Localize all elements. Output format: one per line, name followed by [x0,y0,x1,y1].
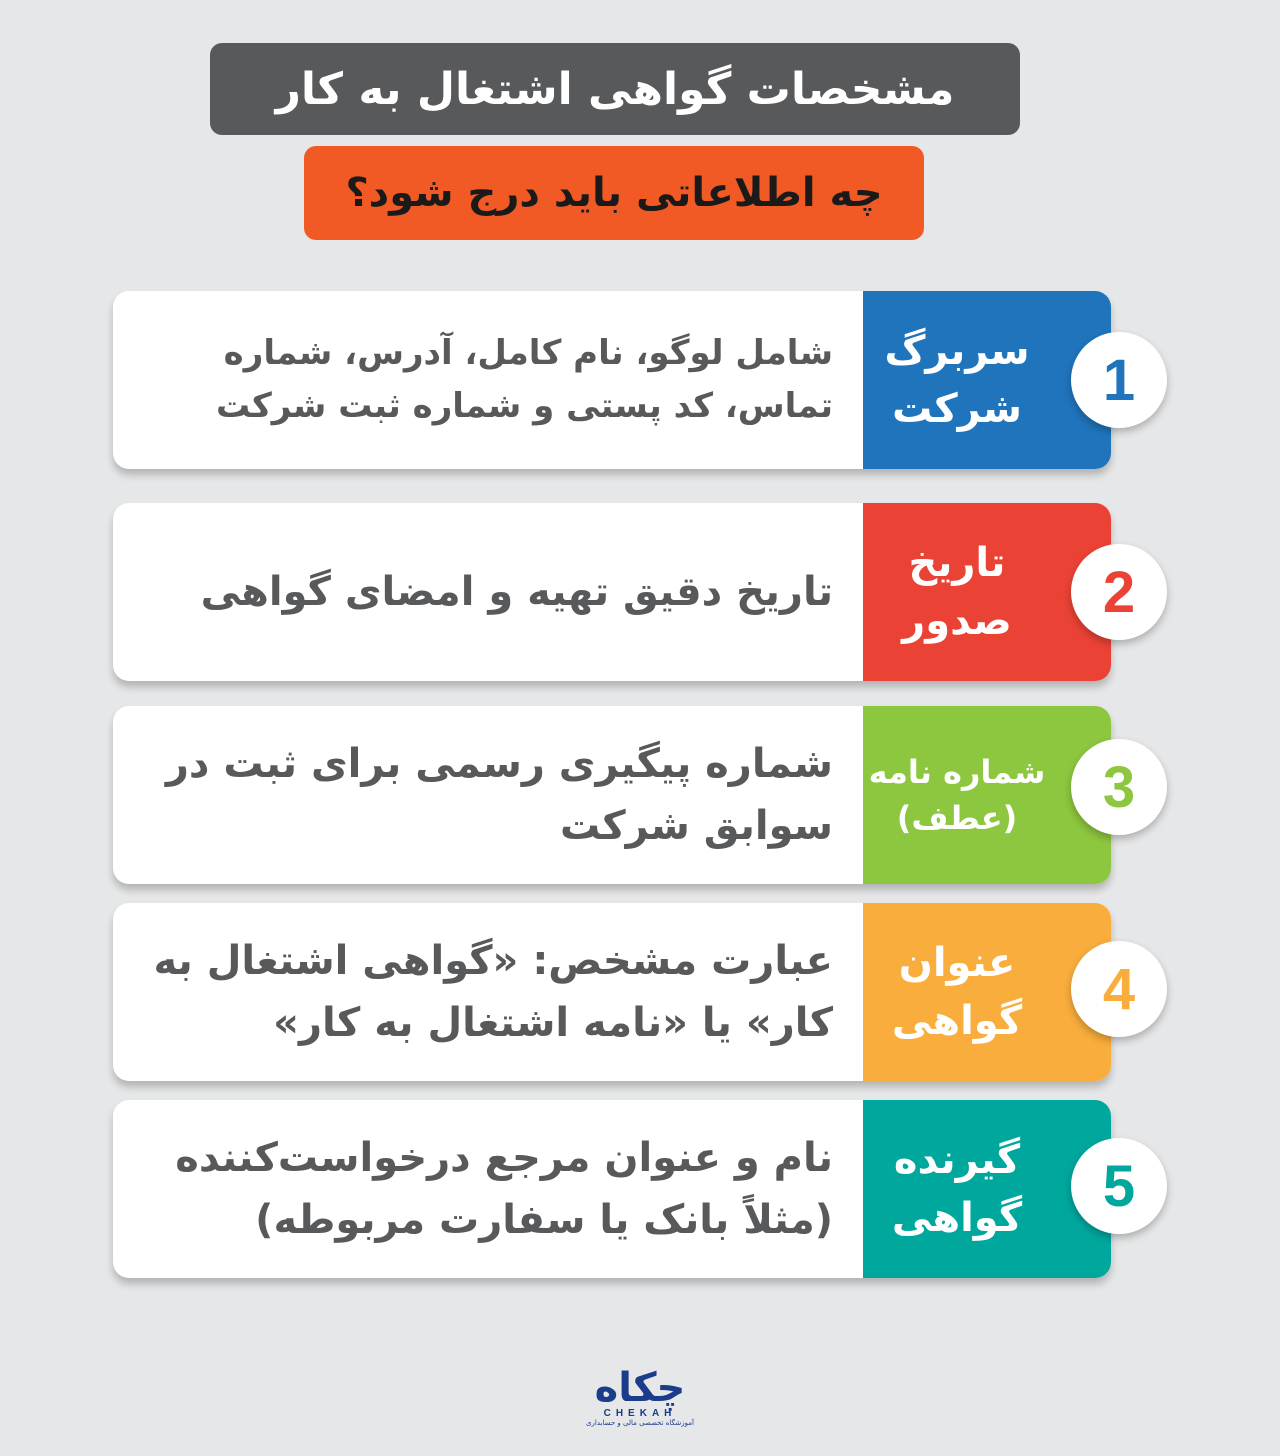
item-number-1: 1 [1071,332,1167,428]
item-label-line1: تاریخ [908,540,1006,586]
item-label-line2: شرکت [892,386,1022,432]
item-label-line2: گواهی [891,998,1023,1044]
item-card-3 [113,706,1111,884]
item-card-5 [113,1100,1111,1278]
item-label-line1: گیرنده [893,1137,1021,1183]
logo-tagline: آموزشگاه تخصصی مالی و حسابداری [586,1419,694,1427]
item-label-line1: شماره نامه [868,752,1046,791]
item-number-5: 5 [1071,1138,1167,1234]
item-card-2 [113,503,1111,681]
item-number-2: 2 [1071,544,1167,640]
item-label-line2: گواهی [891,1195,1023,1241]
item-label-line1: عنوان [898,940,1016,986]
item-description-5: نام و عنوان مرجع درخواست‌کننده (مثلاً بانک یا سفارت مربوطه) [175,1135,833,1243]
page-title: مشخصات گواهی اشتغال به کار [210,43,1020,135]
page-subtitle: چه اطلاعاتی باید درج شود؟ [304,146,924,240]
item-description-3: شماره پیگیری رسمی برای ثبت در سوابق شرکت [165,741,833,849]
item-description-1: شامل لوگو، نام کامل، آدرس، شماره تماس، کد پستی و شماره ثبت شرکت [216,333,833,426]
item-label-line2: (عطف) [896,799,1018,837]
logo-latin-text: CHEKAH [603,1408,677,1419]
item-card-4 [113,903,1111,1081]
item-label-line1: سربرگ [884,328,1030,374]
chekah-logo [560,1365,720,1440]
logo-mark: چکاه [594,1365,686,1411]
item-number-3: 3 [1071,739,1167,835]
item-number-4: 4 [1071,941,1167,1037]
item-card-1 [113,291,1111,469]
item-description-4: عبارت مشخص: «گواهی اشتغال به کار» یا «نامه اشتغال به کار» [153,938,833,1046]
item-label-line2: صدور [902,598,1012,644]
item-description-2: تاریخ دقیق تهیه و امضای گواهی [200,569,833,615]
